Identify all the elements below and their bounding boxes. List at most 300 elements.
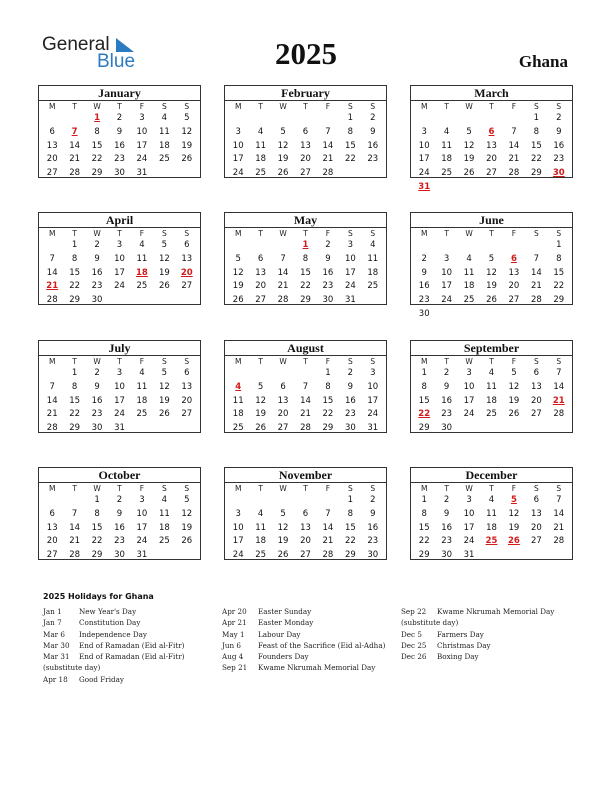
day-cell: 8 [347,126,354,137]
day-cell: 3 [370,368,376,378]
day-cell: 2 [94,240,100,250]
day-cell: 17 [441,281,453,292]
holiday-name: Farmers Day [437,629,484,639]
day-cell: 15 [418,522,430,533]
day-cell: 6 [302,508,309,519]
day-cell: 27 [181,409,193,420]
day-cell: 22 [91,154,103,165]
day-cell: 19 [277,536,289,547]
weekday-label: M [420,357,428,366]
day-cell: 5 [280,126,286,137]
day-cell: 2 [370,113,376,123]
day-cell: 3 [139,495,145,505]
day-cell: 17 [367,395,379,406]
month-day-grid [411,356,572,436]
empty-cell [480,239,502,253]
weekday-label: S [161,229,167,238]
day-cell: 8 [325,381,331,392]
day-cell: 14 [322,140,334,151]
day-cell: 29 [322,423,334,434]
weekday-label: T [117,484,122,493]
day-cell: 28 [553,536,565,547]
day-cell: 15 [344,140,356,151]
day-cell: 11 [158,508,170,519]
weekday-label: T [117,102,122,111]
day-cell: 14 [553,381,565,392]
day-cell: 16 [367,140,379,151]
holiday-name: Easter Sunday [258,607,312,616]
holiday-day-cell: 21 [552,395,565,406]
day-cell: 25 [136,281,148,292]
month-title: January [39,86,200,101]
day-cell: 28 [322,550,334,561]
day-cell: 19 [277,154,289,165]
empty-cell [317,494,339,508]
day-cell: 22 [300,281,311,292]
holiday-name: Kwame Nkrumah Memorial Day [437,607,555,616]
weekday-label: M [234,102,242,111]
day-cell: 30 [322,295,334,306]
month-title: April [39,213,200,228]
holiday-entry [43,662,223,673]
weekday-label: M [234,229,242,238]
day-cell: 6 [49,126,55,137]
day-cell: 9 [370,508,376,519]
day-cell: 6 [280,381,286,392]
day-cell: 9 [347,381,354,392]
month-title: August [225,341,386,356]
calendar-year: 2025 [275,36,337,71]
day-cell: 21 [322,154,334,165]
day-cell: 18 [441,154,453,165]
day-cell: 20 [277,409,289,420]
day-cell: 1 [94,495,100,505]
day-cell: 27 [300,550,311,561]
day-cell: 27 [46,550,58,561]
weekday-label: W [93,357,101,366]
day-cell: 5 [511,368,517,378]
day-cell: 22 [418,536,430,547]
holiday-day-cell: 26 [508,536,520,547]
day-cell: 7 [556,495,562,505]
day-cell: 23 [367,154,379,165]
day-cell: 24 [136,154,148,165]
day-cell: 30 [344,423,356,434]
holiday-date: Mar 30 [43,640,70,650]
day-cell: 5 [280,508,286,519]
day-cell: 21 [322,536,334,547]
day-cell: 7 [533,253,540,264]
empty-cell [227,367,249,381]
holiday-date: Dec 5 [401,629,422,639]
weekday-label: W [279,484,287,493]
weekday-label: T [72,357,77,366]
day-cell: 27 [486,168,497,179]
day-cell: 24 [232,168,244,179]
holiday-name: Constitution Day [79,618,141,628]
day-cell: 3 [466,495,472,505]
day-cell: 31 [344,295,356,306]
day-cell: 13 [300,522,311,533]
empty-cell [227,112,249,126]
holiday-entry [401,617,581,628]
day-cell: 21 [277,281,289,292]
day-cell: 24 [441,295,453,306]
holiday-entry [43,629,223,640]
weekday-label: T [72,102,77,111]
day-cell: 9 [116,508,123,519]
empty-cell [294,112,316,126]
weekday-label: T [303,102,308,111]
day-cell: 7 [325,508,331,519]
holiday-date: Jun 6 [222,640,241,650]
day-cell: 19 [181,522,193,533]
day-cell: 31 [136,550,148,561]
holiday-name: (substitute day) [401,618,459,628]
weekday-label: T [117,229,122,238]
day-cell: 9 [443,381,450,392]
weekday-label: T [258,357,263,366]
day-cell: 22 [344,154,356,165]
holiday-day-cell: 20 [180,267,193,278]
weekday-label: F [325,229,331,238]
day-cell: 5 [257,381,264,392]
holiday-entry [401,606,581,617]
weekday-label: S [370,229,376,238]
day-cell: 5 [161,368,168,378]
day-cell: 27 [277,423,289,434]
day-cell: 21 [530,281,542,292]
month-april [38,212,201,305]
day-cell: 10 [463,381,475,392]
day-cell: 2 [556,113,562,123]
day-cell: 10 [232,140,244,151]
day-cell: 8 [71,253,78,264]
month-day-grid [411,101,572,195]
day-cell: 15 [553,267,565,278]
day-cell: 16 [367,522,379,533]
day-cell: 23 [114,536,125,547]
day-cell: 1 [347,113,354,123]
day-cell: 10 [418,140,430,151]
day-cell: 11 [441,140,453,151]
weekday-label: S [184,102,190,111]
day-cell: 4 [161,113,168,123]
day-cell: 9 [556,126,562,137]
day-cell: 26 [232,295,244,306]
weekday-label: S [347,102,353,111]
day-cell: 28 [69,168,81,179]
month-title: December [411,468,572,483]
weekday-label: F [139,229,145,238]
weekday-label: W [465,484,473,493]
day-cell: 18 [158,522,170,533]
day-cell: 22 [322,409,334,420]
calendar-country: Ghana [518,52,568,71]
day-cell: 7 [49,253,55,264]
holiday-entry [222,662,402,673]
day-cell: 16 [344,395,356,406]
day-cell: 13 [530,508,542,519]
day-cell: 10 [463,508,475,519]
weekday-label: T [303,357,308,366]
day-cell: 15 [300,267,311,278]
empty-cell [249,112,271,126]
holiday-name: End of Ramadan (Eid al-Fitr) [79,652,185,662]
weekday-label: S [370,484,376,493]
day-cell: 1 [556,240,562,250]
day-cell: 4 [139,240,145,250]
day-cell: 5 [488,253,495,264]
holiday-date: Apr 21 [222,618,247,628]
day-cell: 28 [46,423,58,434]
day-cell: 22 [91,536,103,547]
day-cell: 21 [46,409,58,420]
day-cell: 20 [530,522,542,533]
day-cell: 2 [325,240,331,250]
day-cell: 20 [181,395,193,406]
day-cell: 31 [136,168,148,179]
day-cell: 16 [91,267,103,278]
weekday-label: T [117,357,122,366]
empty-cell [272,239,294,253]
day-cell: 6 [533,495,540,505]
weekday-label: F [325,102,331,111]
day-cell: 18 [486,522,497,533]
day-cell: 3 [466,368,472,378]
day-cell: 22 [69,409,81,420]
day-cell: 29 [300,295,311,306]
day-cell: 21 [553,522,565,533]
empty-cell [503,239,525,253]
day-cell: 19 [508,522,520,533]
day-cell: 19 [232,281,244,292]
month-title: March [411,86,572,101]
empty-cell [435,112,457,126]
day-cell: 27 [530,536,542,547]
holiday-date: Apr 20 [222,607,247,616]
holiday-entry [43,606,223,617]
day-cell: 17 [136,522,148,533]
day-cell: 20 [508,281,520,292]
holiday-name: End of Ramadan (Eid al-Fitr) [79,640,185,650]
weekday-label: M [420,102,428,111]
day-cell: 22 [530,154,542,165]
month-title: June [411,213,572,228]
day-cell: 10 [441,267,453,278]
day-cell: 15 [530,140,542,151]
day-cell: 4 [488,495,495,505]
day-cell: 30 [441,423,453,434]
day-cell: 14 [300,395,311,406]
day-cell: 16 [114,522,125,533]
day-cell: 29 [69,295,81,306]
month-july [38,340,201,433]
day-cell: 15 [91,522,103,533]
day-cell: 5 [184,495,190,505]
month-day-grid [225,101,386,181]
day-cell: 11 [255,522,267,533]
day-cell: 15 [418,395,430,406]
day-cell: 3 [347,240,354,250]
holiday-name: Kwame Nkrumah Memorial Day [258,663,376,673]
day-cell: 13 [255,267,267,278]
day-cell: 17 [418,154,430,165]
holiday-day-cell: 22 [418,409,431,420]
month-title: September [411,341,572,356]
day-cell: 19 [158,395,170,406]
day-cell: 24 [232,550,244,561]
month-march [410,85,573,192]
day-cell: 28 [46,295,58,306]
day-cell: 10 [344,253,356,264]
month-day-grid [39,483,200,563]
day-cell: 17 [344,267,356,278]
day-cell: 1 [347,495,354,505]
weekday-label: S [533,229,539,238]
day-cell: 17 [463,522,475,533]
day-cell: 13 [46,140,58,151]
day-cell: 13 [181,381,193,392]
day-cell: 18 [255,154,267,165]
day-cell: 2 [116,113,123,123]
day-cell: 6 [533,368,540,378]
day-cell: 16 [418,281,430,292]
weekday-label: T [303,484,308,493]
weekday-label: S [556,484,562,493]
holidays-column-1 [43,606,223,685]
day-cell: 25 [136,409,148,420]
empty-cell [435,239,457,253]
day-cell: 27 [46,168,58,179]
day-cell: 5 [161,240,168,250]
day-cell: 18 [158,140,170,151]
day-cell: 11 [232,395,244,406]
month-january [38,85,201,178]
weekday-label: T [258,102,263,111]
day-cell: 6 [184,240,190,250]
holiday-name: Easter Monday [258,618,314,628]
weekday-label: S [161,484,167,493]
day-cell: 7 [71,508,78,519]
day-cell: 14 [322,522,334,533]
day-cell: 25 [463,295,475,306]
day-cell: 25 [232,423,244,434]
day-cell: 20 [46,536,58,547]
weekday-label: W [279,102,287,111]
day-cell: 14 [46,395,58,406]
day-cell: 20 [255,281,267,292]
holiday-date: Dec 26 [401,652,427,662]
day-cell: 23 [91,409,103,420]
weekday-label: S [370,357,376,366]
day-cell: 2 [443,368,450,378]
holiday-day-cell: 4 [235,381,242,392]
day-cell: 24 [463,536,475,547]
day-cell: 14 [69,522,81,533]
day-cell: 23 [553,154,565,165]
day-cell: 6 [49,508,55,519]
day-cell: 24 [418,168,430,179]
day-cell: 16 [114,140,125,151]
day-cell: 3 [235,126,241,137]
weekday-label: S [184,484,190,493]
day-cell: 4 [488,368,495,378]
holiday-day-cell: 5 [510,495,517,505]
day-cell: 10 [136,126,148,137]
day-cell: 14 [46,267,58,278]
day-cell: 13 [277,395,289,406]
day-cell: 12 [277,140,289,151]
weekday-label: S [347,357,353,366]
day-cell: 2 [443,495,450,505]
day-cell: 9 [370,126,376,137]
weekday-label: S [533,102,539,111]
weekday-label: M [48,357,56,366]
holiday-name: Feast of the Sacrifice (Eid al-Adha) [258,640,386,650]
day-cell: 4 [466,253,472,264]
month-october [38,467,201,560]
day-cell: 29 [91,550,103,561]
day-cell: 4 [443,126,450,137]
day-cell: 13 [486,140,497,151]
day-cell: 29 [344,550,356,561]
day-cell: 30 [418,308,430,319]
day-cell: 26 [463,168,475,179]
day-cell: 7 [511,126,517,137]
empty-cell [249,239,271,253]
day-cell: 29 [553,295,565,306]
day-cell: 15 [344,522,356,533]
holiday-date: Mar 6 [43,629,65,639]
day-cell: 28 [508,168,520,179]
weekday-label: F [139,484,145,493]
day-cell: 13 [181,253,193,264]
empty-cell [41,239,63,253]
month-day-grid [39,101,200,181]
day-cell: 11 [136,253,148,264]
day-cell: 12 [277,522,289,533]
month-day-grid [225,228,386,308]
day-cell: 1 [325,368,331,378]
day-cell: 11 [463,267,475,278]
holidays-column-3 [401,606,581,662]
day-cell: 25 [255,168,267,179]
day-cell: 11 [158,126,170,137]
holiday-date: Jan 1 [43,607,62,616]
day-cell: 7 [49,381,55,392]
day-cell: 3 [116,368,123,378]
empty-cell [294,494,316,508]
day-cell: 26 [255,423,267,434]
weekday-label: T [489,229,494,238]
day-cell: 3 [235,508,241,519]
day-cell: 28 [300,423,311,434]
holiday-name: Boxing Day [437,652,479,662]
holidays-title: 2025 Holidays for Ghana [43,592,154,601]
weekday-label: W [93,229,101,238]
weekday-label: M [420,229,428,238]
day-cell: 2 [116,495,123,505]
day-cell: 8 [556,253,562,264]
day-cell: 23 [418,295,430,306]
day-cell: 10 [114,253,125,264]
day-cell: 10 [367,381,379,392]
day-cell: 24 [114,281,125,292]
day-cell: 16 [91,395,103,406]
day-cell: 1 [533,113,540,123]
holiday-day-cell: 7 [71,126,78,137]
